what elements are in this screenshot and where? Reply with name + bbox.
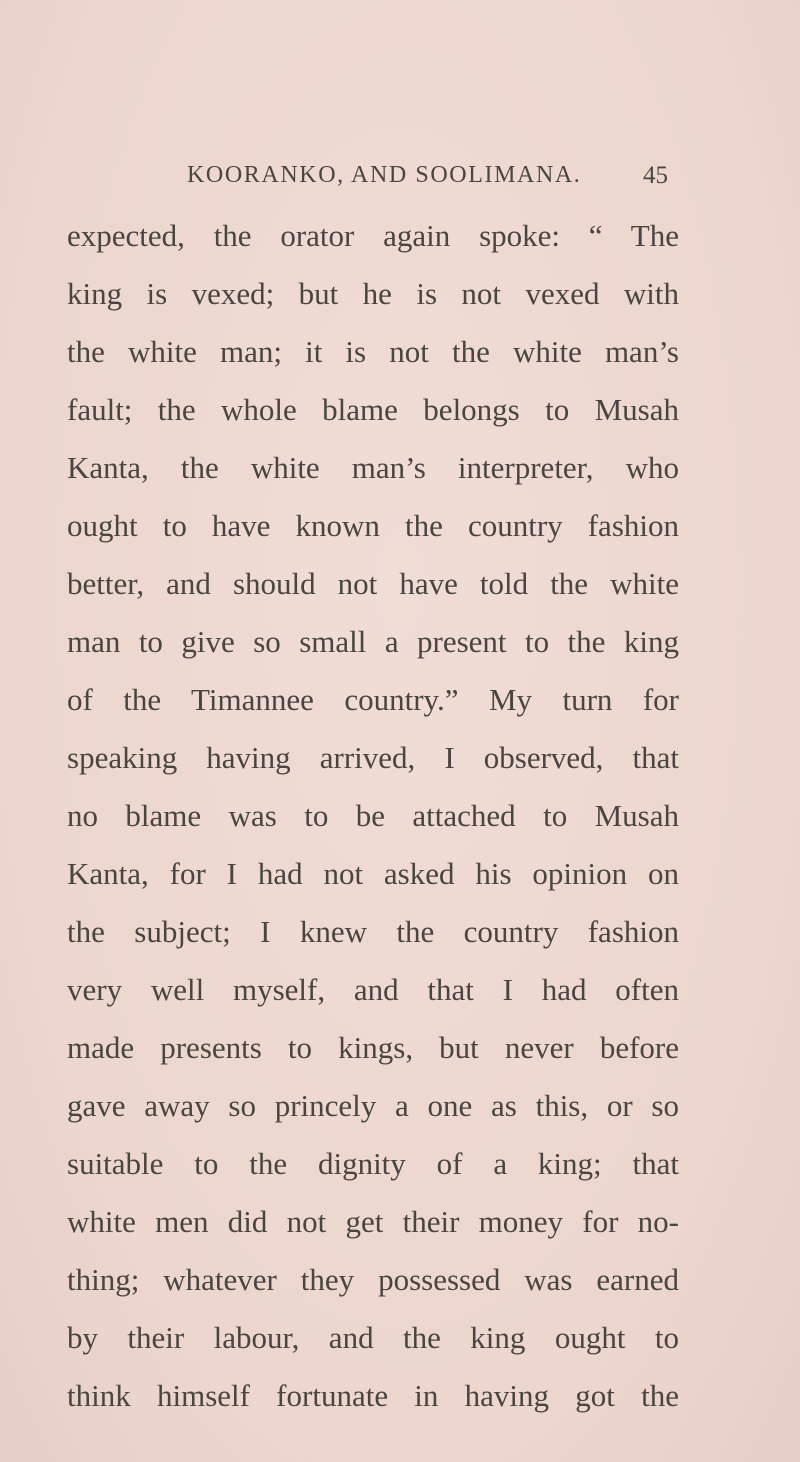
body-text bbox=[67, 207, 679, 1425]
text-line: gave away so princely a one as this, or so bbox=[67, 1088, 679, 1123]
text-line: expected, the orator again spoke: “ The bbox=[67, 218, 679, 253]
running-head bbox=[0, 162, 800, 202]
text-line: fault; the whole blame belongs to Musah bbox=[67, 392, 679, 427]
text-line: no blame was to be attached to Musah bbox=[67, 798, 679, 833]
text-line: Kanta, the white man’s interpreter, who bbox=[67, 450, 679, 485]
text-line: the white man; it is not the white man’s bbox=[67, 334, 679, 369]
text-line: king is vexed; but he is not vexed with bbox=[67, 276, 679, 311]
text-line: thing; whatever they possessed was earned bbox=[67, 1262, 679, 1297]
text-line: made presents to kings, but never before bbox=[67, 1030, 679, 1065]
text-line: man to give so small a present to the king bbox=[67, 624, 679, 659]
text-line: by their labour, and the king ought to bbox=[67, 1320, 679, 1355]
text-line: very well myself, and that I had often bbox=[67, 972, 679, 1007]
text-line: better, and should not have told the white bbox=[67, 566, 679, 601]
running-title: KOORANKO, AND SOOLIMANA. bbox=[187, 162, 582, 188]
text-line: Kanta, for I had not asked his opinion on bbox=[67, 856, 679, 891]
text-line: speaking having arrived, I observed, that bbox=[67, 740, 679, 775]
text-line: think himself fortunate in having got the bbox=[67, 1378, 679, 1413]
text-line: of the Timannee country.” My turn for bbox=[67, 682, 679, 717]
text-line: white men did not get their money for no- bbox=[67, 1204, 679, 1239]
text-line: suitable to the dignity of a king; that bbox=[67, 1146, 679, 1181]
text-line: the subject; I knew the country fashion bbox=[67, 914, 679, 949]
page-number: 45 bbox=[643, 162, 668, 189]
text-line: ought to have known the country fashion bbox=[67, 508, 679, 543]
